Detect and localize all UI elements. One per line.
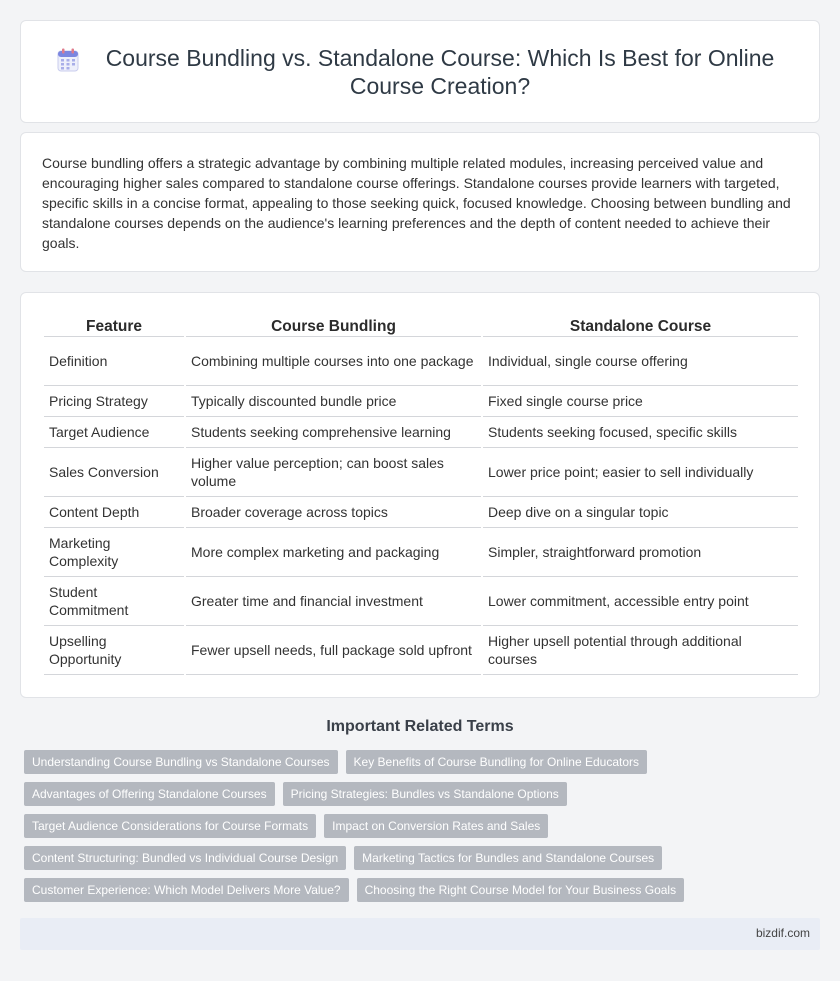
related-term-tag[interactable]: Choosing the Right Course Model for Your Business Goals <box>357 878 685 902</box>
feature-cell: Target Audience <box>44 417 184 448</box>
summary-card <box>20 132 820 272</box>
table-row <box>44 626 798 675</box>
related-term-tag[interactable]: Pricing Strategies: Bundles vs Standalone Options <box>283 782 567 806</box>
feature-cell: Content Depth <box>44 497 184 528</box>
bundling-cell: Fewer upsell needs, full package sold upfront <box>186 626 481 675</box>
standalone-cell: Fixed single course price <box>483 386 798 417</box>
bundling-cell: Greater time and financial investment <box>186 577 481 626</box>
bundling-cell: Combining multiple courses into one package <box>186 337 481 386</box>
related-terms-title: Important Related Terms <box>326 718 514 735</box>
table-row <box>44 528 798 577</box>
bundling-cell: Typically discounted bundle price <box>186 386 481 417</box>
feature-cell: Student Commitment <box>44 577 184 626</box>
bundling-cell: Students seeking comprehensive learning <box>186 417 481 448</box>
standalone-cell: Students seeking focused, specific skills <box>483 417 798 448</box>
feature-cell: Upselling Opportunity <box>44 626 184 675</box>
summary-text: Course bundling offers a strategic advantage by combining multiple related modules, increasing perceived value and encouraging higher sales compared to standalone course offerings. Standalone courses provide learners with targeted, specific skills in a concise format, appealing to those seeking quick, focused knowledge. Choosing between bundling and standalone courses depends on the audience's learning preferences and the depth of content needed to achieve their goals. <box>42 155 791 251</box>
table-row <box>44 497 798 528</box>
related-term-tag[interactable]: Advantages of Offering Standalone Courses <box>24 782 275 806</box>
footer <box>20 918 820 950</box>
feature-cell: Marketing Complexity <box>44 528 184 577</box>
bundling-cell: Broader coverage across topics <box>186 497 481 528</box>
table-row <box>44 337 798 386</box>
table-row <box>44 577 798 626</box>
bundling-cell: Higher value perception; can boost sales volume <box>186 448 481 497</box>
related-terms-list <box>24 750 824 910</box>
standalone-cell: Simpler, straightforward promotion <box>483 528 798 577</box>
header-feature: Feature <box>44 315 184 337</box>
header-course-bundling: Course Bundling <box>186 315 481 337</box>
standalone-cell: Higher upsell potential through additional courses <box>483 626 798 675</box>
page-title: Course Bundling vs. Standalone Course: Which Is Best for Online Course Creation? <box>105 44 775 99</box>
related-term-tag[interactable]: Key Benefits of Course Bundling for Online Educators <box>346 750 648 774</box>
standalone-cell: Lower price point; easier to sell individually <box>483 448 798 497</box>
table-row <box>44 417 798 448</box>
comparison-card <box>20 292 820 698</box>
standalone-cell: Individual, single course offering <box>483 337 798 386</box>
table-header-row <box>44 315 798 337</box>
footer-site-link[interactable]: bizdif.com <box>755 926 810 940</box>
table-row <box>44 386 798 417</box>
standalone-cell: Lower commitment, accessible entry point <box>483 577 798 626</box>
feature-cell: Sales Conversion <box>44 448 184 497</box>
related-term-tag[interactable]: Target Audience Considerations for Course Formats <box>24 814 316 838</box>
feature-cell: Pricing Strategy <box>44 386 184 417</box>
bundling-cell: More complex marketing and packaging <box>186 528 481 577</box>
title-card <box>20 20 820 123</box>
header-standalone-course: Standalone Course <box>483 315 798 337</box>
related-term-tag[interactable]: Content Structuring: Bundled vs Individual Course Design <box>24 846 346 870</box>
standalone-cell: Deep dive on a singular topic <box>483 497 798 528</box>
related-term-tag[interactable]: Customer Experience: Which Model Delivers More Value? <box>24 878 349 902</box>
related-term-tag[interactable]: Impact on Conversion Rates and Sales <box>324 814 548 838</box>
related-term-tag[interactable]: Understanding Course Bundling vs Standalone Courses <box>24 750 338 774</box>
comparison-table <box>42 315 800 675</box>
feature-cell: Definition <box>44 337 184 386</box>
related-term-tag[interactable]: Marketing Tactics for Bundles and Standalone Courses <box>354 846 662 870</box>
table-row <box>44 448 798 497</box>
